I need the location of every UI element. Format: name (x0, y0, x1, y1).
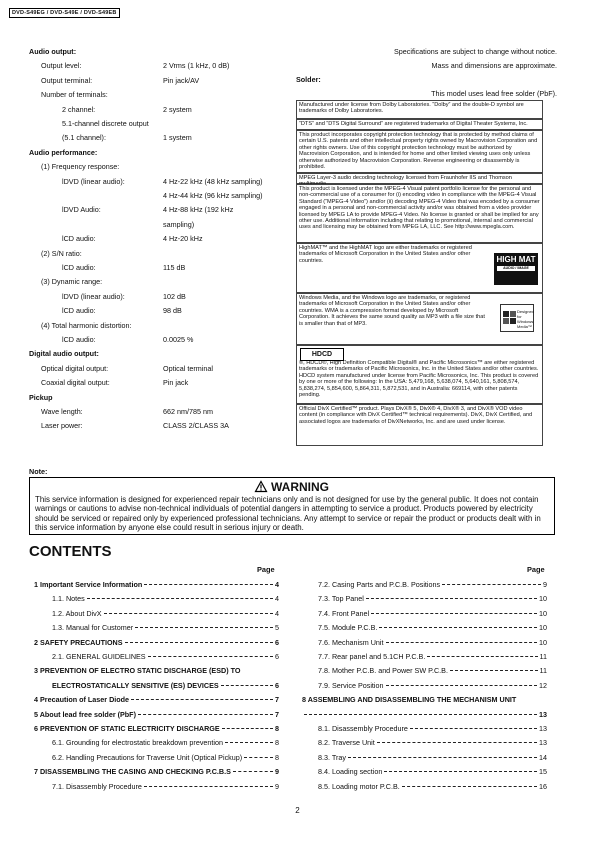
solder-label: Solder: (296, 75, 321, 84)
toc-leader (244, 757, 273, 758)
toc-leader (384, 771, 537, 772)
toc-entry[interactable] (318, 652, 547, 661)
model-tag: DVD-S49EG / DVD-S49E / DVD-S49EB (9, 8, 120, 18)
divx-notice: Official DivX Certified™ product. Plays DivX® 5, DivX® 4, DivX® 3, and DivX® VOD video content (in compliance with DivX Certified™ technical requirements). DivX, DivX Certified, and associated logos are trademarks of DivXNetworks, Inc. and are used under license. (296, 404, 543, 446)
toc-entry-title: 7.6. Mechanism Unit (318, 637, 384, 647)
toc-entry-page: 9 (275, 767, 279, 777)
toc-entry-page: 4 (275, 608, 279, 618)
toc-entry-title: 7 DISASSEMBLING THE CASING AND CHECKING P.C.B.S (34, 767, 231, 777)
toc-entry[interactable] (52, 782, 279, 791)
toc-entry-page: 10 (539, 637, 547, 647)
toc-entry[interactable] (318, 666, 547, 675)
toc-entry-page: 7 (275, 709, 279, 719)
toc-leader (225, 742, 273, 743)
toc-leader (233, 771, 273, 772)
toc-entry[interactable] (52, 738, 279, 747)
toc-entry[interactable] (34, 666, 279, 675)
toc-entry-title: 8.4. Loading section (318, 767, 383, 777)
spec-label: Audio performance: (29, 147, 98, 157)
toc-leader (402, 786, 537, 787)
spec-value: 0.0025 % (163, 335, 194, 344)
toc-entry[interactable] (318, 724, 547, 733)
toc-entry[interactable] (34, 710, 279, 719)
spec-value: 1 system (163, 133, 192, 143)
spec-label: (2) S/N ratio: (41, 248, 82, 258)
toc-leader (148, 656, 273, 657)
toc-leader (427, 656, 537, 657)
toc-entry[interactable] (302, 710, 547, 719)
toc-entry-page: 11 (539, 652, 547, 661)
toc-entry-title: 6 PREVENTION OF STATIC ELECTRICITY DISCHARGE (34, 724, 220, 733)
toc-entry[interactable] (318, 738, 547, 747)
toc-entry[interactable] (52, 681, 279, 690)
note-label: Note: (29, 467, 48, 476)
toc-entry-title: 7.9. Service Position (318, 680, 384, 690)
toc-leader (138, 714, 273, 715)
toc-leader (144, 786, 273, 787)
toc-entry-title: 4 Precaution of Laser Diode (34, 695, 130, 705)
highmat-logo (494, 253, 538, 285)
toc-entry[interactable] (302, 695, 547, 704)
hdcd-logo: HDCD (300, 348, 344, 361)
spec-label: lCD audio: (62, 263, 96, 272)
toc-leader (221, 685, 273, 686)
toc-entry[interactable] (34, 767, 279, 776)
toc-entry-page: 9 (543, 580, 547, 589)
toc-entry[interactable] (318, 681, 547, 690)
toc-entry-page: 6 (275, 652, 279, 661)
windows-flag-icon (503, 311, 517, 325)
spec-label: (5.1 channel): (62, 133, 106, 143)
toc-entry-title: 1 Important Service Information (34, 580, 143, 589)
toc-leader (442, 584, 541, 585)
toc-entry-page: 13 (539, 738, 547, 748)
toc-entry-title: 7.8. Mother P.C.B. and Power SW P.C.B. (318, 666, 448, 676)
toc-entry-page: 13 (539, 709, 547, 719)
toc-entry[interactable] (34, 695, 279, 704)
windows-media-notice: Windows Media, and the Windows logo are trademarks, or registered trademarks of Microsoft Corporation in the United States and/or other countries. WMA is a compression format developed by Microsoft Corporation. It achieves the same sound quality as MP3 with a file size that is smaller than that of MP3. (296, 293, 543, 345)
toc-entry[interactable] (318, 638, 547, 647)
dolby-notice: Manufactured under license from Dolby Laboratories. “Dolby” and the double-D symbol are trademarks of Dolby Laboratories. (296, 100, 543, 119)
spec-value: 2 system (163, 104, 192, 114)
spec-label: Laser power: (41, 421, 83, 431)
spec-label: lDVD Audio: (62, 205, 101, 215)
spec-label: Digital audio output: (29, 349, 99, 359)
toc-entry-page: 10 (539, 594, 547, 604)
spec-label: Pickup (29, 392, 53, 402)
toc-entry-page: 10 (539, 623, 547, 633)
toc-entry[interactable] (318, 767, 547, 776)
toc-entry-title: 7.2. Casing Parts and P.C.B. Positions (318, 580, 441, 589)
toc-leader (87, 598, 273, 599)
toc-entry[interactable] (52, 609, 279, 618)
toc-entry[interactable] (34, 724, 279, 733)
toc-entry-page: 9 (275, 781, 279, 791)
toc-entry-page: 15 (539, 767, 547, 777)
spec-label: 5.1-channel discrete output (62, 119, 149, 128)
warning-title (30, 480, 554, 494)
toc-entry-title: 8.2. Traverse Unit (318, 738, 375, 748)
toc-entry-page: 5 (275, 623, 279, 633)
toc-leader (222, 728, 273, 729)
spec-label: 2 channel: (62, 104, 96, 114)
toc-entry-title: 8 ASSEMBLING AND DISASSEMBLING THE MECHANISM UNIT (302, 695, 517, 705)
spec-value: CLASS 2/CLASS 3A (163, 421, 229, 431)
toc-entry-page: 12 (539, 680, 547, 690)
toc-leader (144, 584, 273, 585)
spec-value: 4 Hz-22 kHz (48 kHz sampling) (163, 176, 263, 186)
spec-label: lDVD (linear audio): (62, 291, 125, 301)
spec-value: 4 Hz-44 kHz (96 kHz sampling) (163, 191, 263, 200)
mpeg-layer3-notice: MPEG Layer-3 audio decoding technology licensed from Fraunhofer IIS and Thomson multimedia. (296, 173, 543, 184)
warning-box (29, 477, 555, 535)
toc-entry[interactable] (52, 753, 279, 762)
toc-leader (371, 613, 537, 614)
spec-label: (4) Total harmonic distortion: (41, 320, 132, 330)
toc-leader (135, 627, 273, 628)
toc-leader (377, 742, 537, 743)
solder-text: This model uses lead free solder (PbF). (431, 89, 557, 98)
toc-entry[interactable] (34, 580, 279, 589)
windows-media-logo (500, 304, 534, 332)
spec-label: lCD audio: (62, 234, 96, 244)
spec-value: sampling) (163, 219, 195, 229)
spec-label: Optical digital output: (41, 363, 109, 373)
spec-value: 115 dB (163, 263, 186, 272)
mpeg4-notice: This product is licensed under the MPEG-4 Visual patent portfolio license for the personal and non-commercial use of a consumer for (i) encoding video in compliance with the MPEG-4 Visual Standard (“MPEG-4 Video”) and/or (ii) decoding MPEG-4 Video that was encoded by a consumer engaged in a personal and non-commercial activity and/or was obtained from a video provider licensed by MPEG LA to provide MPEG-4 Video. No license is granted or shall be implied for any other use. Additional information including that relating to promotional, internal and commercial uses and licensing may be obtained from MPEG LA, LLC. See http://www.mpegla.com. (296, 184, 543, 243)
toc-entry-title: ELECTROSTATICALLY SENSITIVE (ES) DEVICES (52, 680, 219, 690)
spec-value: 2 Vrms (1 kHz, 0 dB) (163, 61, 230, 71)
hdcd-notice: ®, HDCD®, High Definition Compatible Digital® and Pacific Microsonics™ are either registered trademarks or trademarks of Pacific Microsonics, Inc. in the United States and/or other countries. HDCD system manufactured under license from Pacific Microsonics, Inc. This product is covered by one or more of the following: In the USA: 5,479,168, 5,638,074, 5,640,161, 5,808,574, 5,838,274, 5,854,600, 5,864,311, 5,872,531, and in Australia: 669114, with other patents pending. (296, 345, 543, 404)
highmat-logo-text: HIGH MAT (496, 255, 536, 264)
toc-entry[interactable] (34, 638, 279, 647)
toc-entry-page: 14 (539, 752, 547, 762)
toc-entry-page: 8 (275, 724, 279, 733)
toc-entry-page: 8 (275, 738, 279, 748)
toc-entry-title: 6.2. Handling Precautions for Traverse Unit (Optical Pickup) (52, 752, 243, 762)
page-header-left: Page (257, 565, 275, 574)
toc-entry-title: 1.1. Notes (52, 594, 85, 604)
spec-change-text: Specifications are subject to change without notice. (393, 47, 557, 56)
spec-value: 4 Hz-20 kHz (163, 234, 203, 244)
toc-entry[interactable] (52, 652, 279, 661)
spec-value: 4 Hz-88 kHz (192 kHz (163, 205, 234, 215)
toc-entry-page: 13 (539, 724, 547, 733)
toc-entry-title: 6.1. Grounding for electrostatic breakdown prevention (52, 738, 224, 748)
spec-value: Pin jack (163, 378, 189, 388)
toc-leader (410, 728, 537, 729)
page-header-right: Page (527, 565, 545, 574)
toc-entry[interactable] (318, 782, 547, 791)
toc-entry[interactable] (318, 580, 547, 589)
toc-entry-title: 7.1. Disassembly Procedure (52, 781, 142, 791)
toc-entry-title: 5 About lead free solder (PbF) (34, 709, 136, 719)
toc-leader (379, 627, 537, 628)
spec-label: (1) Frequency response: (41, 162, 120, 172)
spec-value: 102 dB (163, 291, 186, 301)
toc-leader (131, 699, 273, 700)
windows-media-logo-text: Designed for Windows Media™ (517, 309, 534, 329)
spec-value: Pin jack/AV (163, 75, 200, 85)
macrovision-notice: This product incorporates copyright protection technology that is protected by method claims of certain U.S. patents and other intellectual property rights owned by Macrovision Corporation and other rights owners. Use of this copyright protection technology must be authorized by Macrovision Corporation, and is intended for home and other limited viewing uses only unless otherwise authorized by Macrovision Corporation. Reverse engineering or disassembly is prohibited. (296, 130, 543, 173)
toc-leader (104, 613, 273, 614)
toc-leader (304, 714, 537, 715)
warning-text: This service information is designed for experienced repair technicians only and is not designed for use by the general public. It does not contain warnings or cautions to advise non-technical individuals of potential dangers in attempting to service a product. Products powered by electricity should be serviced or repaired only by experienced professional technicians. Any attempt to service or repair the product or products dealt with in this service information by anyone else could result in serious injury or death. (35, 495, 541, 533)
toc-entry-title: 7.7. Rear panel and 5.1CH P.C.B. (318, 652, 426, 661)
toc-leader (125, 642, 273, 643)
toc-entry-title: 7.5. Module P.C.B. (318, 623, 378, 633)
toc-entry[interactable] (318, 623, 547, 632)
spec-value: 98 dB (163, 306, 182, 316)
toc-leader (348, 757, 537, 758)
toc-entry-page: 4 (275, 594, 279, 604)
warning-triangle-icon (255, 481, 267, 492)
spec-label: Coaxial digital output: (41, 378, 110, 388)
toc-entry[interactable] (52, 594, 279, 603)
toc-entry[interactable] (52, 623, 279, 632)
spec-label: lCD audio: (62, 306, 96, 316)
toc-entry[interactable] (318, 609, 547, 618)
toc-entry-page: 6 (275, 637, 279, 647)
spec-label: lCD audio: (62, 335, 96, 344)
toc-entry[interactable] (318, 594, 547, 603)
toc-entry-page: 8 (275, 752, 279, 762)
toc-leader (450, 670, 538, 671)
spec-label: Number of terminals: (41, 90, 108, 100)
page-number: 2 (295, 806, 300, 815)
toc-entry-page: 11 (539, 666, 547, 676)
spec-label: (3) Dynamic range: (41, 277, 103, 287)
toc-entry-title: 8.1. Disassembly Procedure (318, 724, 408, 733)
toc-entry-title: 1.3. Manual for Customer (52, 623, 134, 633)
toc-entry-title: 8.5. Loading motor P.C.B. (318, 781, 400, 791)
toc-entry-title: 2 SAFETY PRECAUTIONS (34, 637, 123, 647)
spec-label: lDVD (linear audio): (62, 176, 125, 186)
toc-entry-page: 4 (275, 580, 279, 589)
toc-leader (366, 598, 537, 599)
toc-entry-title: 1.2. About DivX (52, 608, 102, 618)
toc-entry[interactable] (318, 753, 547, 762)
highmat-notice: HighMAT™ and the HighMAT logo are either trademarks or registered trademarks of Microsoft Corporation in the United States and/or other countries. (296, 243, 543, 293)
mass-text: Mass and dimensions are approximate. (431, 61, 557, 70)
toc-entry-page: 10 (539, 608, 547, 618)
toc-entry-title: 7.4. Front Panel (318, 608, 370, 618)
highmat-logo-sub: AUDIO / IMAGE (497, 266, 535, 271)
spec-label: Wave length: (41, 407, 83, 416)
spec-label: Audio output: (29, 47, 77, 56)
spec-label: Output level: (41, 61, 82, 71)
toc-entry-page: 6 (275, 680, 279, 690)
spec-value: 662 nm/785 nm (163, 407, 213, 416)
spec-label: Output terminal: (41, 75, 93, 85)
toc-entry-title: 2.1. GENERAL GUIDELINES (52, 652, 146, 661)
toc-entry-title: 8.3. Tray (318, 752, 346, 762)
toc-entry-page: 7 (275, 695, 279, 705)
spec-value: Optical terminal (163, 363, 213, 373)
toc-entry-page: 16 (539, 781, 547, 791)
contents-title: CONTENTS (29, 543, 112, 560)
toc-entry-title: 3 PREVENTION OF ELECTRO STATIC DISCHARGE (ESD) TO (34, 666, 241, 676)
toc-entry-title: 7.3. Top Panel (318, 594, 364, 604)
toc-leader (386, 685, 537, 686)
toc-leader (386, 642, 537, 643)
warning-title-text: WARNING (271, 480, 329, 494)
dts-notice: “DTS” and “DTS Digital Surround” are registered trademarks of Digital Theater Systems, Inc. (296, 119, 543, 130)
